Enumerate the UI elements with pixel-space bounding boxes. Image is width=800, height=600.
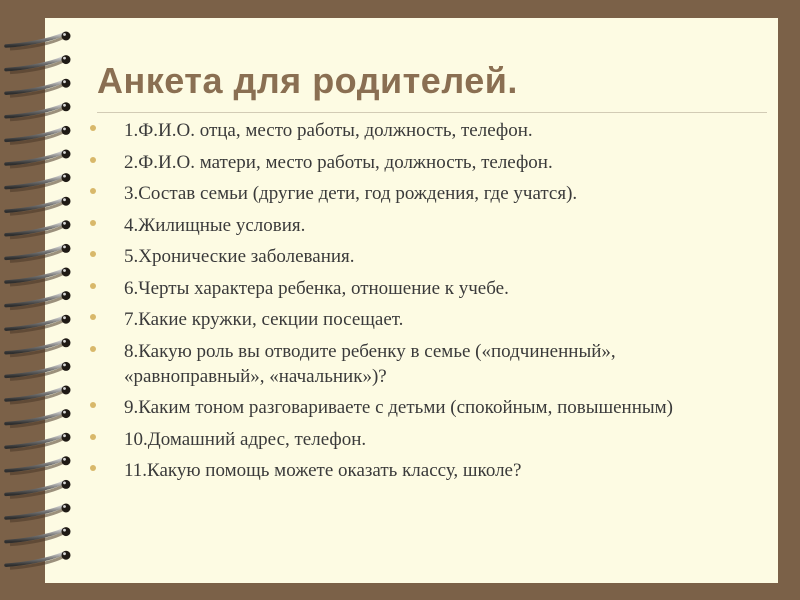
spiral-ring-icon <box>6 551 71 569</box>
notebook-page <box>45 18 778 583</box>
spiral-ring-icon <box>6 197 71 215</box>
spiral-ring-icon <box>6 409 71 427</box>
list-item <box>90 427 760 452</box>
bullet-icon <box>90 314 96 320</box>
bullet-icon <box>90 283 96 289</box>
list-item <box>90 276 760 301</box>
list-item-text: 5.Хронические заболевания. <box>124 246 355 267</box>
list-item <box>90 339 760 389</box>
spiral-ring-icon <box>6 55 71 73</box>
page-title: Анкета для родителей. <box>97 60 518 101</box>
spiral-ring-icon <box>6 386 71 404</box>
list-item-text: 4.Жилищные условия. <box>124 214 306 236</box>
list-item-text: 7.Какие кружки, секции посещает. <box>124 309 404 330</box>
questionnaire-list <box>90 118 760 490</box>
bullet-icon <box>90 125 96 131</box>
bullet-icon <box>90 157 96 163</box>
spiral-ring-icon <box>6 220 71 238</box>
spiral-ring-icon <box>6 527 71 545</box>
spiral-ring-icon <box>6 126 71 143</box>
list-item-text: 6.Черты характера ребенка, отношение к учебе. <box>124 277 509 299</box>
spiral-ring-icon <box>6 480 71 498</box>
list-item <box>90 395 760 420</box>
spiral-ring-icon <box>6 291 71 309</box>
spiral-ring-icon <box>6 150 71 168</box>
spiral-ring-icon <box>6 173 71 191</box>
bullet-icon <box>90 251 96 257</box>
list-item-text: 11.Какую помощь можете оказать классу, школе? <box>124 460 522 481</box>
spiral-ring-icon <box>6 338 71 356</box>
list-item <box>90 181 760 206</box>
list-item-text: 10.Домашний адрес, телефон. <box>124 428 367 450</box>
spiral-ring-icon <box>6 79 71 97</box>
list-item <box>90 118 760 143</box>
spiral-ring-icon <box>6 315 71 333</box>
title-divider <box>97 112 767 113</box>
notebook-spiral-binding <box>0 18 80 588</box>
list-item <box>90 213 760 238</box>
list-item <box>90 244 760 269</box>
list-item-text: 3.Состав семьи (другие дети, год рождения, где учатся). <box>124 183 578 204</box>
bullet-icon <box>90 434 96 440</box>
list-item-text: 2.Ф.И.О. матери, место работы, должность, телефон. <box>124 151 553 173</box>
list-item-text: 9.Каким тоном разговариваете с детьми (спокойным, повышенным) <box>124 397 673 418</box>
spiral-ring-icon <box>6 244 71 262</box>
bullet-icon <box>90 346 96 352</box>
spiral-ring-icon <box>6 362 71 380</box>
spiral-ring-icon <box>6 433 71 451</box>
list-item-text: 1.Ф.И.О. отца, место работы, должность, телефон. <box>124 120 533 141</box>
spiral-ring-icon <box>6 504 71 522</box>
list-item <box>90 150 760 175</box>
spiral-ring-icon <box>6 456 71 474</box>
list-item-text: 8.Какую роль вы отводите ребенку в семье («подчиненный», «равноправный», «начальник»)? <box>124 340 616 387</box>
bullet-icon <box>90 188 96 194</box>
spiral-ring-icon <box>6 102 71 120</box>
list-item <box>90 458 760 483</box>
bullet-icon <box>90 220 96 226</box>
spiral-ring-icon <box>6 32 71 50</box>
bullet-icon <box>90 402 96 408</box>
list-item <box>90 307 760 332</box>
spiral-ring-icon <box>6 268 71 286</box>
bullet-icon <box>90 465 96 471</box>
